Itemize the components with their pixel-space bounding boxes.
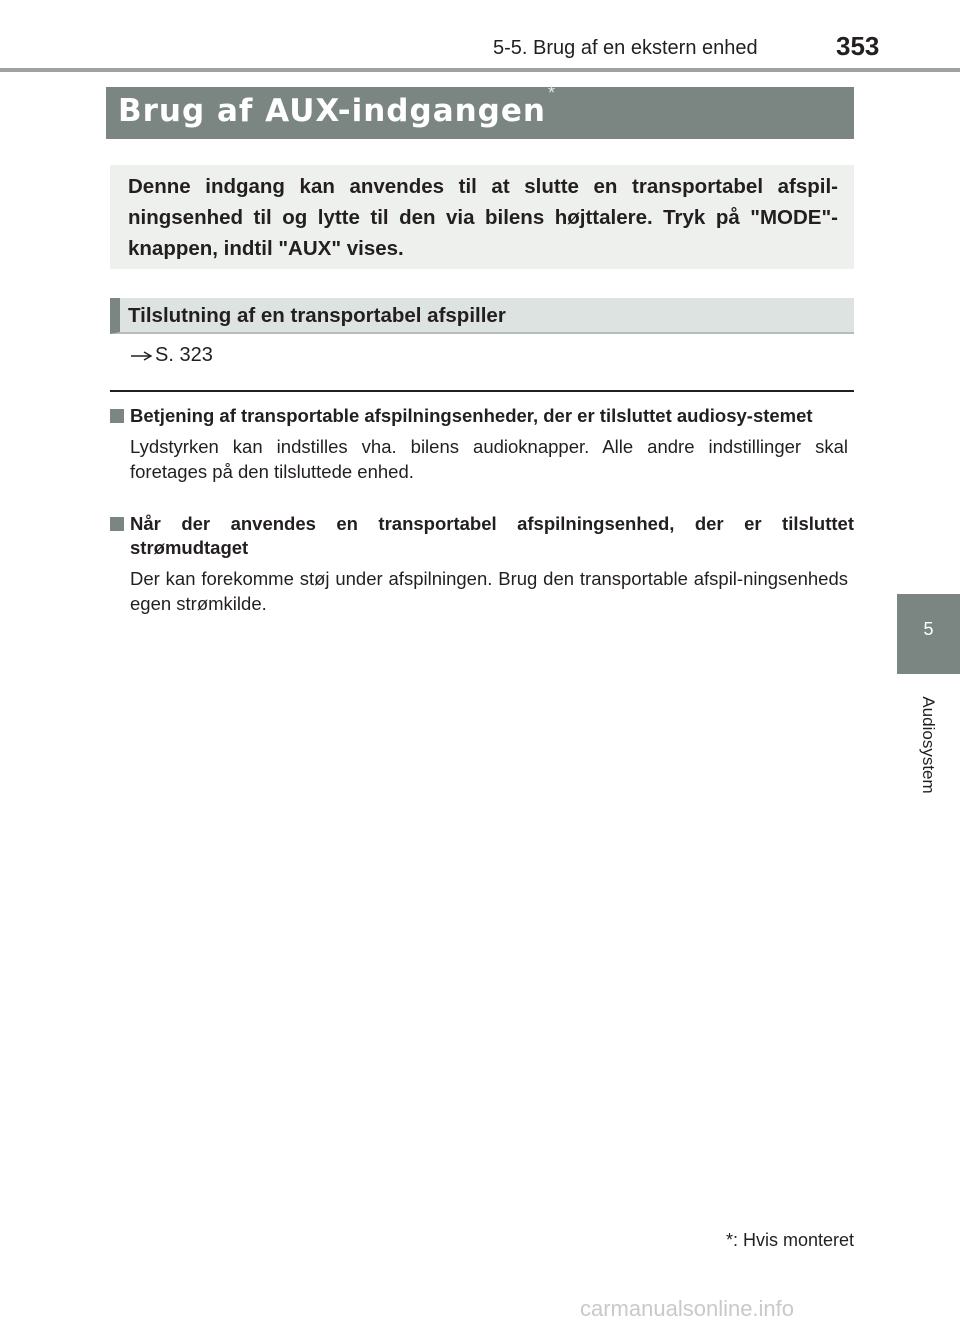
title-asterisk: *	[547, 83, 555, 103]
note-bullet-icon	[110, 517, 124, 531]
chapter-tab[interactable]	[897, 594, 960, 674]
header-divider	[0, 68, 960, 72]
section-divider	[110, 390, 854, 392]
chapter-number: 5	[923, 619, 934, 639]
note-title: Betjening af transportable afspilningsenheder, der er tilsluttet audiosy-stemet	[130, 405, 813, 426]
page-reference-link[interactable]	[130, 344, 213, 367]
note-body: Lydstyrken kan indstilles vha. bilens audioknapper. Alle andre indstillinger skal foretages på den tilsluttede enhed.	[130, 436, 848, 482]
note-item	[110, 512, 854, 616]
note-body: Der kan forekomme støj under afspilningen. Brug den transportable afspil-ningsenheds egen strømkilde.	[130, 568, 848, 614]
page-title: Brug af AUX-indgangen	[118, 93, 546, 129]
note-item	[110, 404, 854, 484]
chapter-label: Audiosystem	[919, 696, 938, 794]
subsection-title: Tilslutning af en transportabel afspiller	[128, 304, 506, 327]
subsection-header	[110, 298, 854, 334]
intro-box	[110, 165, 854, 269]
page-reference-text: S. 323	[155, 344, 213, 366]
note-title: Når der anvendes en transportabel afspilningsenhed, der er tilsluttet strømudtaget	[130, 513, 854, 558]
note-bullet-icon	[110, 409, 124, 423]
watermark: carmanualsonline.info	[580, 1296, 795, 1321]
title-bar	[106, 83, 854, 139]
intro-text: Denne indgang kan anvendes til at slutte en transportabel afspil-ningsenhed til og lytte til den via bilens højttalere. Tryk på "MODE"-knappen, indtil "AUX" vises.	[128, 175, 838, 260]
arrow-right-icon	[130, 349, 154, 363]
page-number: 353	[836, 31, 880, 61]
header-section-title: 5-5. Brug af en ekstern enhed	[493, 37, 758, 59]
footnote: *: Hvis monteret	[725, 1230, 854, 1250]
